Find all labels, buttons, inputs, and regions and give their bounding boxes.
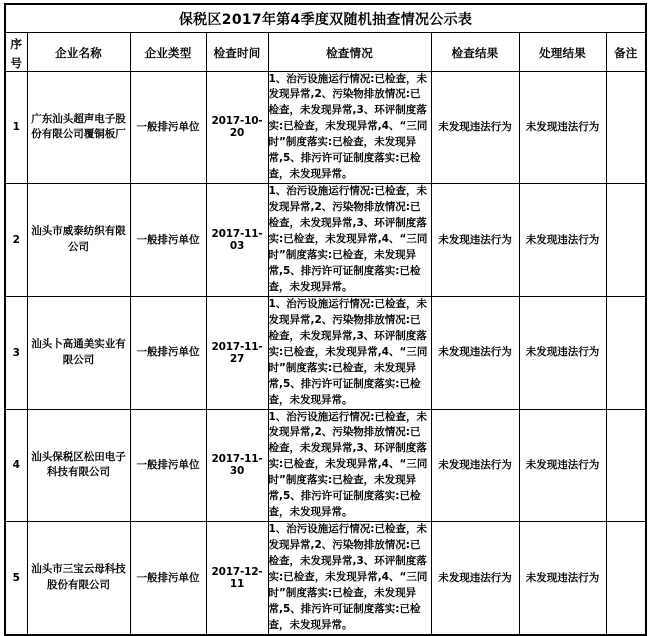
cell-inspection-result: 未发现违法行为 <box>431 184 519 297</box>
cell-index: 3 <box>5 296 27 409</box>
cell-enterprise-name: 汕头市三宝云母科技股份有限公司 <box>27 522 130 635</box>
cell-handling-result: 未发现违法行为 <box>519 409 606 522</box>
cell-inspection-result: 未发现违法行为 <box>431 71 519 184</box>
table-row <box>5 71 646 184</box>
column-header-detail-label: 检查情况 <box>326 46 373 60</box>
cell-inspection-date: 2017-11-03 <box>206 184 268 297</box>
cell-inspection-detail: 1、治污设施运行情况:已检查，未发现异常,2、污染物排放情况:已检查，未发现异常,3、环评制度落实:已检查，未发现异常,4、“三同时”制度落实:已检查，未发现异常,5、排污许可证制度落实:已检查，未发现异常。 <box>268 522 431 635</box>
column-header-handle-label: 处理结果 <box>539 46 586 60</box>
cell-handling-result: 未发现违法行为 <box>519 296 606 409</box>
table-row <box>5 184 646 297</box>
inspection-report-table <box>4 3 647 636</box>
column-header-type-label: 企业类型 <box>144 46 192 60</box>
cell-enterprise-name: 广东汕头超声电子股份有限公司覆铜板厂 <box>27 71 130 184</box>
header-row <box>5 32 646 71</box>
column-header-type <box>130 32 206 71</box>
cell-remark <box>606 296 646 409</box>
cell-index: 2 <box>5 184 27 297</box>
cell-inspection-detail: 1、治污设施运行情况:已检查，未发现异常,2、污染物排放情况:已检查，未发现异常,3、环评制度落实:已检查，未发现异常,4、“三同时”制度落实:已检查，未发现异常,5、排污许可证制度落实:已检查，未发现异常。 <box>268 296 431 409</box>
cell-index: 5 <box>5 522 27 635</box>
cell-enterprise-type: 一般排污单位 <box>130 409 206 522</box>
cell-enterprise-type: 一般排污单位 <box>130 71 206 184</box>
report-title-cell <box>5 4 646 32</box>
cell-enterprise-type: 一般排污单位 <box>130 522 206 635</box>
cell-handling-result: 未发现违法行为 <box>519 71 606 184</box>
cell-enterprise-type: 一般排污单位 <box>130 184 206 297</box>
cell-inspection-detail: 1、治污设施运行情况:已检查，未发现异常,2、污染物排放情况:已检查，未发现异常,3、环评制度落实:已检查，未发现异常,4、“三同时”制度落实:已检查，未发现异常,5、排污许可证制度落实:已检查，未发现异常。 <box>268 71 431 184</box>
cell-inspection-result: 未发现违法行为 <box>431 409 519 522</box>
column-header-remark <box>606 32 646 71</box>
cell-remark <box>606 184 646 297</box>
cell-inspection-date: 2017-12-11 <box>206 522 268 635</box>
title-row <box>5 4 646 32</box>
column-header-date <box>206 32 268 71</box>
cell-enterprise-name: 汕头卜高通美实业有限公司 <box>27 296 130 409</box>
column-header-result <box>431 32 519 71</box>
page-title: 保税区2017年第4季度双随机抽查情况公示表 <box>178 11 473 28</box>
column-header-index-label: 序号 <box>10 36 23 70</box>
column-header-name <box>27 32 130 71</box>
column-header-detail <box>268 32 431 71</box>
column-header-result-label: 检查结果 <box>451 46 499 60</box>
cell-inspection-date: 2017-11-30 <box>206 409 268 522</box>
cell-enterprise-name: 汕头保税区松田电子科技有限公司 <box>27 409 130 522</box>
cell-index: 4 <box>5 409 27 522</box>
cell-remark <box>606 409 646 522</box>
column-header-name-label: 企业名称 <box>55 46 102 60</box>
column-header-index <box>5 32 27 71</box>
cell-inspection-result: 未发现违法行为 <box>431 296 519 409</box>
cell-handling-result: 未发现违法行为 <box>519 522 606 635</box>
cell-remark <box>606 522 646 635</box>
cell-remark <box>606 71 646 184</box>
cell-inspection-result: 未发现违法行为 <box>431 522 519 635</box>
table-row <box>5 296 646 409</box>
cell-enterprise-type: 一般排污单位 <box>130 296 206 409</box>
column-header-date-label: 检查时间 <box>213 46 261 60</box>
table-row <box>5 522 646 635</box>
cell-inspection-detail: 1、治污设施运行情况:已检查，未发现异常,2、污染物排放情况:已检查，未发现异常,3、环评制度落实:已检查，未发现异常,4、“三同时”制度落实:已检查，未发现异常,5、排污许可证制度落实:已检查，未发现异常。 <box>268 184 431 297</box>
cell-inspection-date: 2017-10-20 <box>206 71 268 184</box>
cell-handling-result: 未发现违法行为 <box>519 184 606 297</box>
report-table-body <box>5 71 646 635</box>
cell-enterprise-name: 汕头市威泰纺织有限公司 <box>27 184 130 297</box>
cell-inspection-date: 2017-11-27 <box>206 296 268 409</box>
cell-inspection-detail: 1、治污设施运行情况:已检查，未发现异常,2、污染物排放情况:已检查，未发现异常,3、环评制度落实:已检查，未发现异常,4、“三同时”制度落实:已检查，未发现异常,5、排污许可证制度落实:已检查，未发现异常。 <box>268 409 431 522</box>
column-header-remark-label: 备注 <box>614 46 638 60</box>
column-header-handle <box>519 32 606 71</box>
cell-index: 1 <box>5 71 27 184</box>
table-row <box>5 409 646 522</box>
